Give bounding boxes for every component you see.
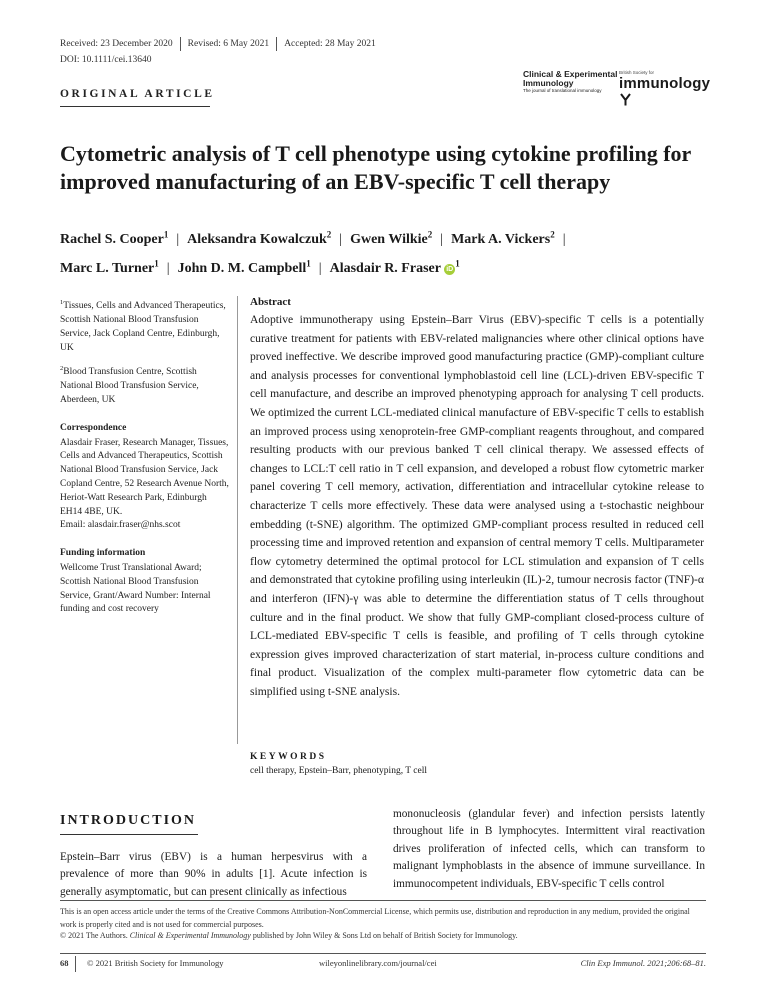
journal-name: Clinical & Experimental Immunology The journal of translational immunology — [523, 69, 618, 93]
license-note: This is an open access article under the terms of the Creative Commons Attribution-NonCommercial License, which permits use, distribution and reproduction in any medium, provided the original work is properly cited and is not used for commercial purposes. — [60, 907, 690, 929]
abstract — [250, 296, 704, 701]
abstract-heading: Abstract — [250, 296, 291, 308]
introduction-heading: INTRODUCTION — [60, 813, 197, 828]
affiliation: $^1$Tissues, Cells and Advanced Therapeutics, Scottish National Blood Transfusion Service, Jack Copland Centre, Edinburgh, UK — [60, 299, 226, 353]
article-title: Cytometric analysis of T cell phenotype using cytokine profiling for improved manufacturing of an EBV-specific T cell therapy — [60, 141, 691, 194]
abstract-text: Adoptive immunotherapy using Epstein–Barr Virus (EBV)-specific T cells is a potentially curative treatment for patients with EBV-related malignancies where other clinical options have proved ineffective. We describe improved good manufacturing practice (GMP)-compliant culture and analysis processes for conventional lymphoblastoid cell line (LCL)-driven EBV-specific T cell manufacture, and describe an improved phenotyping approach for analysing T cell products. We optimized the current LCL-mediated clinical manufacture of EBV-specific T cells to establish an improved process using xenoprotein-free GMP-compliant reagents throughout, and compared resulting products with our previous banked T cell clinical therapy. We assessed effects of changes to LCL:T cell ratio in T cell expansion, and developed a robust flow cytometric marker panel covering T cell memory, activation, differentiation and intracellular cytokine release to characterize T cells more effectively. These data were analysed using a t-stochastic neighbour embedding (t-SNE) algorithm. The optimized GMP-compliant process resulted in reduced cell processing time and improved retention and expansion of central memory T cells. Multiparameter flow cytometry determined the optimal protocol for LCL stimulation and expansion of T cells and demonstrated that cytokine profiling using interleukin (IL)-2, tumour necrosis factor (TNF)-α and interferon (IFN)-γ was able to determine the differentiation status of T cells throughout culture and in the final product. We show that fully GMP-compliant closed-process culture of LCL-mediated EBV-specific T cells is feasible, and profiling of T cells through cytokine expression gives improved characterization of start material, in-process culture conditions and final product. Visualization of the complex multi-parameter flow cytometric data can be simplified using t-SNE analysis. — [250, 313, 704, 698]
introduction-column-1: Epstein–Barr virus (EBV) is a human herpesvirus with a prevalence of more than 90% in adults [1]. Acute infection is generally asymptomatic, but can present clinically as infectious — [60, 851, 367, 898]
author[interactable]: Rachel S. Cooper$^1$ — [60, 229, 169, 247]
page-footer — [60, 958, 706, 972]
keywords-heading: KEYWORDS — [250, 752, 327, 762]
correspondence-email[interactable]: Email: alasdair.fraser@nhs.scot — [60, 520, 181, 531]
society-logo: British Society for immunology — [619, 70, 713, 109]
society-copyright: © 2021 British Society for Immunology — [87, 958, 224, 968]
divider — [60, 953, 706, 954]
column-divider — [237, 296, 238, 744]
introduction-column-2: mononucleosis (glandular fever) and infection persists latently throughout life in B lymphocytes. Intermittent viral reactivation drives proliferation of infected cells, which can transform to malignant lymphoblasts in the absence of immune surveillance. In immunocompetent individuals, EBV-specific T cells control — [393, 808, 705, 890]
divider — [276, 37, 277, 51]
divider — [60, 834, 198, 835]
accepted-date: Accepted: 28 May 2021 — [284, 39, 376, 50]
page-number: 68 — [60, 958, 69, 968]
author[interactable]: John D. M. Campbell$^1$ — [177, 258, 311, 277]
correspondence-text: Alasdair Fraser, Research Manager, Tissues, Cells and Advanced Therapeutics, Scottish National Blood Transfusion Service, Jack Copland Centre, 52 Research Avenue North, Heriot-Watt Research Park, Edinburgh EH14 4BE, UK. — [60, 437, 229, 517]
correspondence-heading: Correspondence — [60, 422, 127, 433]
affiliation: $^2$Blood Transfusion Centre, Scottish National Blood Transfusion Service, Aberdeen, UK — [60, 365, 199, 406]
author[interactable]: Gwen Wilkie$^2$ — [350, 229, 433, 247]
society-name: immunology — [619, 75, 713, 109]
divider — [180, 37, 181, 51]
journal-url[interactable]: wileyonlinelibrary.com/journal/cei — [319, 958, 437, 968]
revised-date: Revised: 6 May 2021 — [187, 39, 270, 50]
journal-logo — [523, 70, 713, 100]
sidebar — [60, 296, 230, 617]
article-dates — [60, 37, 376, 51]
author[interactable]: Aleksandra Kowalczuk$^2$ — [187, 229, 332, 247]
author[interactable]: Mark A. Vickers$^2$ — [451, 229, 555, 247]
author[interactable]: Marc L. Turner$^1$ — [60, 258, 159, 277]
copyright-note: © 2021 The Authors. Clinical & Experimental Immunology published by John Wiley & Sons Ltd on behalf of British Society for Immunology. — [60, 931, 518, 940]
funding-heading: Funding information — [60, 548, 146, 559]
author-list: Rachel S. Cooper$^1$ | Aleksandra Kowalczuk$^2$ | Gwen Wilkie$^2$ | Mark A. Vickers$^2$ | Marc L. Turner$^1$ | John D. M. Campbell$^1$ | Alasdair R. Fraser $iD^1$ — [60, 229, 566, 277]
section-label: ORIGINAL ARTICLE — [60, 88, 215, 100]
society-emblem-icon — [619, 93, 632, 106]
divider — [60, 106, 210, 107]
divider — [75, 956, 76, 972]
keywords — [250, 752, 704, 776]
received-date: Received: 23 December 2020 — [60, 39, 173, 50]
citation: Clin Exp Immunol. 2021;206:68–81. — [580, 958, 706, 968]
orcid-icon[interactable]: iD — [446, 266, 454, 274]
divider — [60, 900, 706, 901]
doi[interactable]: DOI: 10.1111/cei.13640 — [60, 55, 152, 65]
keywords-text: cell therapy, Epstein–Barr, phenotyping, T cell — [250, 766, 427, 776]
author[interactable]: Alasdair R. Fraser $iD^1$ — [329, 258, 460, 277]
funding-text: Wellcome Trust Translational Award; Scottish National Blood Transfusion Service, Grant/Award Number: Internal funding and cost recovery — [60, 563, 211, 615]
